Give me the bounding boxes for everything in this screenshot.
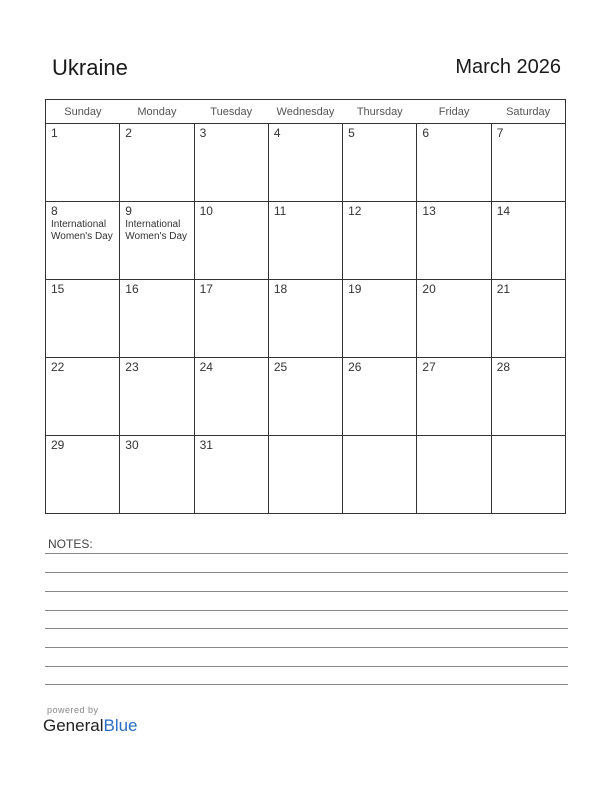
day-cell <box>343 280 417 358</box>
day-cell <box>120 124 194 202</box>
day-cell <box>46 358 120 436</box>
note-line <box>45 628 568 629</box>
holiday-label: International Women's Day <box>125 219 188 242</box>
day-cell <box>491 436 565 514</box>
weekday-friday: Friday <box>417 100 491 124</box>
day-number: 12 <box>348 204 362 218</box>
note-line <box>45 647 568 648</box>
day-cell <box>417 124 491 202</box>
day-number: 21 <box>496 282 511 296</box>
note-line <box>45 666 568 667</box>
day-number: 9 <box>125 204 132 218</box>
day-number: 25 <box>273 360 288 374</box>
day-cell <box>343 202 417 280</box>
day-number: 31 <box>199 438 213 452</box>
day-cell <box>120 280 194 358</box>
day-cell <box>343 358 417 436</box>
weekday-monday: Monday <box>120 100 194 124</box>
weekday-wednesday: Wednesday <box>268 100 342 124</box>
day-cell <box>120 436 194 514</box>
day-number: 20 <box>422 282 436 296</box>
day-cell <box>417 280 491 358</box>
day-cell <box>491 280 565 358</box>
day-number: 13 <box>422 204 436 218</box>
day-number: 11 <box>273 204 287 218</box>
weekday-tuesday: Tuesday <box>194 100 268 124</box>
day-number: 3 <box>199 126 207 140</box>
day-cell <box>343 436 417 514</box>
holiday-label: International Women's Day <box>51 219 113 242</box>
month-year-title: March 2026 <box>455 56 561 78</box>
day-cell <box>194 202 268 280</box>
day-number: 6 <box>422 126 430 140</box>
weekday-thursday: Thursday <box>343 100 417 124</box>
day-cell <box>491 124 565 202</box>
day-number: 23 <box>125 360 139 374</box>
day-number: 22 <box>51 360 65 374</box>
day-cell <box>120 202 194 280</box>
day-cell <box>268 436 342 514</box>
day-cell <box>194 358 268 436</box>
day-number: 14 <box>496 204 511 218</box>
weekday-saturday: Saturday <box>491 100 565 124</box>
day-number: 1 <box>51 126 58 140</box>
day-number: 2 <box>125 126 132 140</box>
day-cell <box>268 202 342 280</box>
generalblue-logo <box>43 716 138 736</box>
day-cell <box>120 358 194 436</box>
day-cell <box>491 358 565 436</box>
day-cell <box>46 280 120 358</box>
calendar-grid <box>45 99 566 514</box>
day-number: 29 <box>51 438 65 452</box>
day-number: 24 <box>199 360 213 374</box>
day-cell <box>417 202 491 280</box>
day-cell <box>194 124 268 202</box>
day-cell <box>491 202 565 280</box>
day-cell <box>46 202 120 280</box>
day-cell <box>46 436 120 514</box>
day-number: 17 <box>199 282 213 296</box>
day-cell <box>46 124 120 202</box>
day-number: 7 <box>496 126 504 140</box>
day-number: 18 <box>273 282 288 296</box>
day-cell <box>268 280 342 358</box>
day-number: 26 <box>348 360 362 374</box>
weekday-sunday: Sunday <box>46 100 120 124</box>
week-row <box>46 280 566 358</box>
day-cell <box>417 358 491 436</box>
day-number: 19 <box>348 282 362 296</box>
day-cell <box>417 436 491 514</box>
day-number: 15 <box>51 282 65 296</box>
day-cell <box>194 280 268 358</box>
week-row <box>46 124 566 202</box>
note-line <box>45 572 568 573</box>
note-line <box>45 553 568 554</box>
week-row <box>46 202 566 280</box>
day-number: 28 <box>496 360 511 374</box>
logo-general-text: General <box>43 716 104 735</box>
note-line <box>45 591 568 592</box>
day-cell <box>268 124 342 202</box>
day-cell <box>194 436 268 514</box>
day-number: 8 <box>51 204 58 218</box>
day-number: 30 <box>125 438 139 452</box>
logo-blue-text: Blue <box>103 716 138 735</box>
week-row <box>46 358 566 436</box>
country-title: Ukraine <box>52 55 128 80</box>
weekday-header-row <box>46 100 566 124</box>
day-number: 5 <box>348 126 355 140</box>
powered-by-text: powered by <box>47 705 99 715</box>
note-line <box>45 684 568 685</box>
day-number: 27 <box>422 360 436 374</box>
day-number: 10 <box>199 204 213 218</box>
day-cell <box>343 124 417 202</box>
week-row <box>46 436 566 514</box>
notes-label: NOTES: <box>48 537 93 551</box>
day-number: 16 <box>125 282 139 296</box>
note-line <box>45 610 568 611</box>
day-cell <box>268 358 342 436</box>
day-number: 4 <box>273 126 281 140</box>
